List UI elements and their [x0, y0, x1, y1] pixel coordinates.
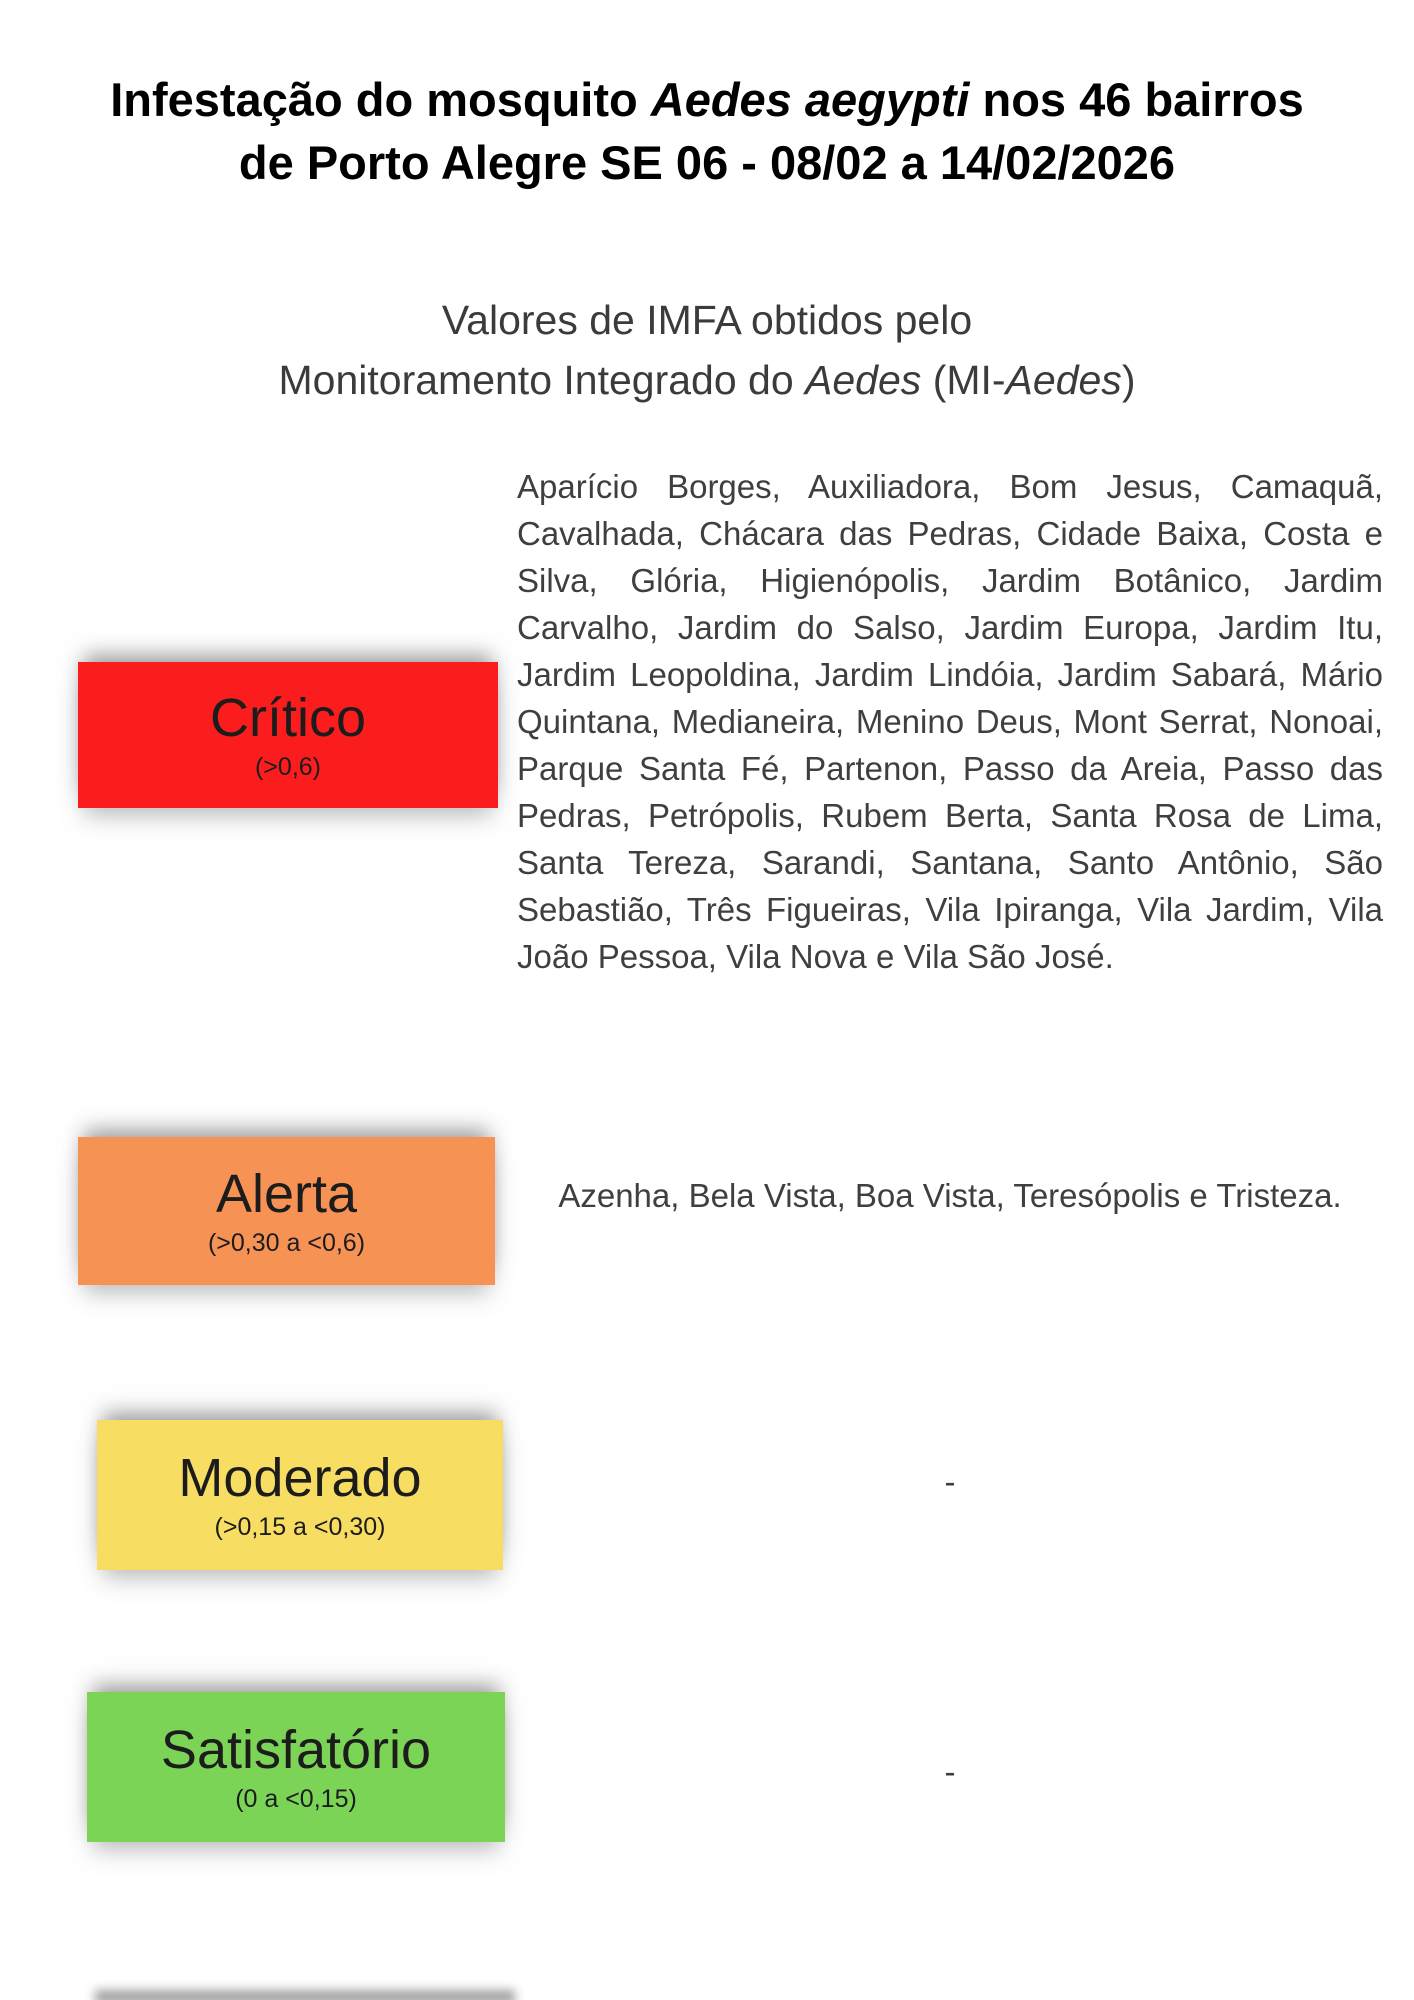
title-line2: de Porto Alegre SE 06 - 08/02 a 14/02/2026 — [238, 136, 1176, 189]
category-range-moderado: (>0,15 a <0,30) — [214, 1512, 386, 1541]
category-range-alerta: (>0,30 a <0,6) — [207, 1228, 366, 1257]
category-box-critico — [78, 662, 498, 808]
category-label-alerta: Alerta — [215, 1163, 358, 1224]
subtitle-line2-mid: (MI- — [921, 357, 1006, 403]
category-label-satisfatorio: Satisfatório — [160, 1719, 432, 1780]
neighborhood-list-satisfatorio: - — [944, 1753, 956, 1790]
category-box-alerta — [78, 1137, 495, 1285]
subtitle-line1: Valores de IMFA obtidos pelo — [441, 297, 973, 343]
subtitle-line2-italic2: Aedes — [1005, 357, 1122, 403]
category-range-satisfatorio: (0 a <0,15) — [235, 1784, 357, 1813]
category-box-satisfatorio — [87, 1692, 505, 1842]
page-title — [0, 68, 1414, 194]
neighborhood-list-alerta: Azenha, Bela Vista, Boa Vista, Teresópolis e Tristeza. — [558, 1177, 1342, 1214]
subtitle-line2-prefix: Monitoramento Integrado do — [278, 357, 806, 403]
subtitle — [0, 290, 1414, 410]
subtitle-line2-italic1: Aedes — [805, 357, 922, 403]
category-label-moderado: Moderado — [178, 1447, 422, 1508]
title-line1-prefix: Infestação do mosquito — [110, 73, 651, 126]
category-range-critico: (>0,6) — [254, 752, 321, 781]
title-line1-suffix: nos 46 bairros — [969, 73, 1304, 126]
neighborhood-list-moderado: - — [944, 1463, 956, 1500]
neighborhood-list-critico: Aparício Borges, Auxiliadora, Bom Jesus, Camaquã, Cavalhada, Chácara das Pedras, Cidade Baixa, Costa e Silva, Glória, Higienópolis, Jardim Botânico, Jardim Carvalho, Jardim do Salso, Jardim Europa, Jardim Itu, Jardim Leopoldina, Jardim Lindóia, Jardim Sabará, Mário Quintana, Medianeira, Menino Deus, Mont Serrat, Nonoai, Parque Santa Fé, Partenon, Passo da Areia, Passo das Pedras, Petrópolis, Rubem Berta, Santa Rosa de Lima, Santa Tereza, Sarandi, Santana, Santo Antônio, São Sebastião, Três Figueiras, Vila Ipiranga, Vila Jardim, Vila João Pessoa, Vila Nova e Vila São José. — [517, 468, 1383, 975]
subtitle-line2-suffix: ) — [1121, 357, 1136, 403]
title-line1-species-italic: Aedes aegypti — [650, 73, 970, 126]
category-box-moderado — [97, 1420, 503, 1570]
subtitle-line2 — [0, 350, 1414, 410]
cutoff-box-shadow — [95, 1990, 515, 2000]
category-label-critico: Crítico — [209, 687, 366, 748]
